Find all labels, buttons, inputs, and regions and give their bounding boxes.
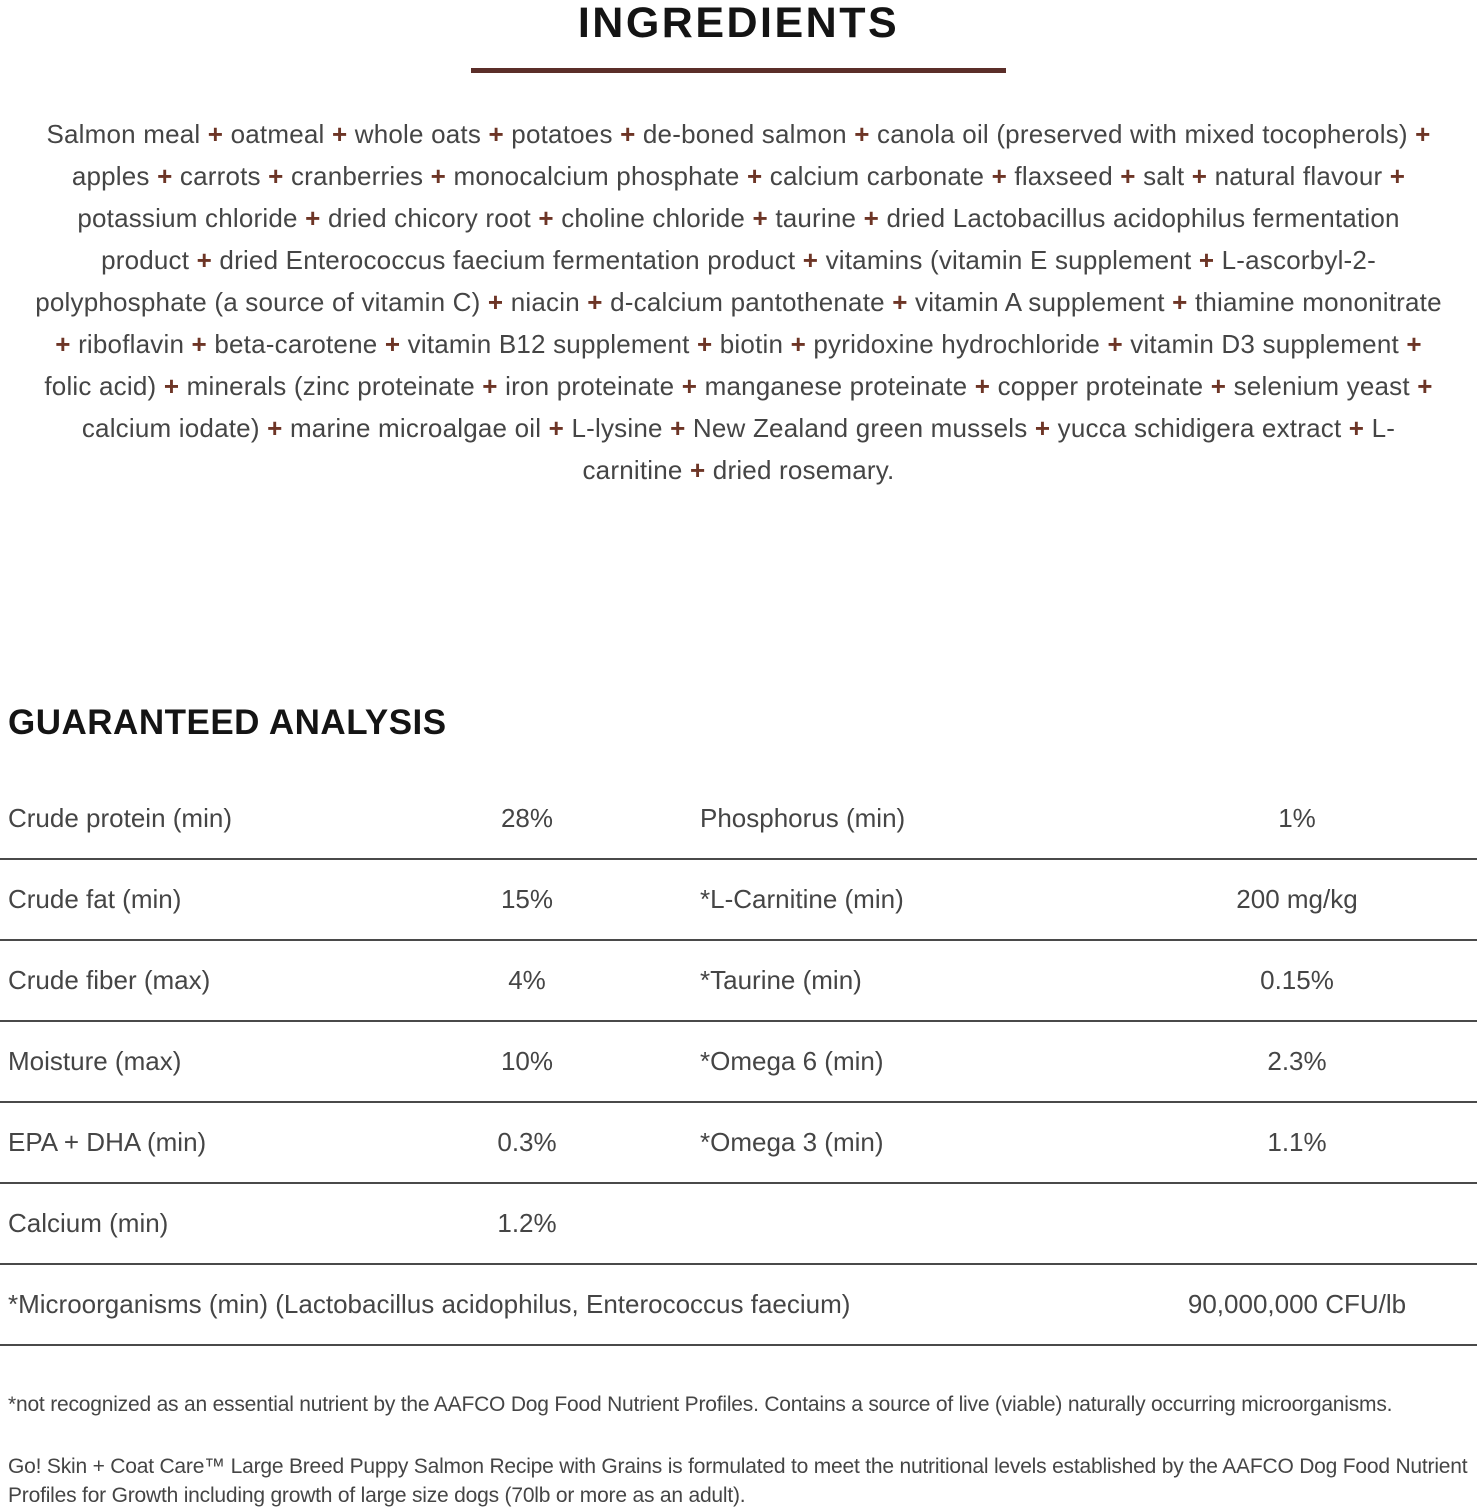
nutrient-value: 0.3% <box>497 1127 557 1157</box>
analysis-row <box>0 1184 1477 1265</box>
nutrient-value: 2.3% <box>1267 1046 1327 1076</box>
title-divider-rule <box>471 68 1006 73</box>
analysis-row <box>0 779 1477 860</box>
nutrient-label: Moisture (max) <box>8 1046 182 1076</box>
plus-separator: + <box>55 329 71 359</box>
nutrient-value: 10% <box>500 1046 554 1076</box>
nutrient-value: 1.2% <box>497 1208 557 1238</box>
plus-separator: + <box>1415 119 1431 149</box>
plus-separator: + <box>331 119 348 149</box>
plus-separator: + <box>1417 371 1433 401</box>
nutrient-value: 200 mg/kg <box>1236 884 1358 914</box>
plus-separator: + <box>430 161 447 191</box>
nutrient-label: *Taurine (min) <box>700 965 862 995</box>
analysis-row <box>0 1103 1477 1184</box>
plus-separator: + <box>696 329 713 359</box>
plus-separator: + <box>1210 371 1227 401</box>
plus-separator: + <box>974 371 991 401</box>
plus-separator: + <box>1406 329 1422 359</box>
nutrient-label: *Omega 3 (min) <box>700 1127 884 1157</box>
nutrient-label: Crude protein (min) <box>8 803 232 833</box>
plus-separator: + <box>790 329 806 359</box>
nutrient-label: Crude fiber (max) <box>8 965 211 995</box>
plus-separator: + <box>854 119 870 149</box>
analysis-row <box>0 1022 1477 1103</box>
plus-separator: + <box>268 161 284 191</box>
nutrient-label: EPA + DHA (min) <box>8 1127 207 1157</box>
plus-separator: + <box>488 119 504 149</box>
footnote-formulation: Go! Skin + Coat Care™ Large Breed Puppy Salmon Recipe with Grains is formulated to meet the nutritional levels established by the AAFCO Dog Food Nutrient Profiles for Growth including growth of large size dogs (70lb or more as an adult). <box>8 1455 1468 1507</box>
nutrient-label: Calcium (min) <box>8 1208 169 1238</box>
plus-separator: + <box>196 245 212 275</box>
nutrient-value: 1% <box>1278 803 1316 833</box>
plus-separator: + <box>670 413 686 443</box>
footnote-aafco-nutrient: *not recognized as an essential nutrient by the AAFCO Dog Food Nutrient Profiles. Contains a source of live (viable) naturally occurring microorganisms. <box>8 1393 1393 1416</box>
plus-separator: + <box>1348 413 1365 443</box>
guaranteed-analysis-table <box>0 779 1477 1346</box>
plus-separator: + <box>892 287 908 317</box>
nutrient-label: *L-Carnitine (min) <box>700 884 904 914</box>
guaranteed-analysis-section <box>0 703 1477 1510</box>
plus-separator: + <box>587 287 603 317</box>
plus-separator: + <box>752 203 768 233</box>
plus-separator: + <box>157 161 173 191</box>
plus-separator: + <box>487 287 504 317</box>
nutrient-value: 90,000,000 CFU/lb <box>1187 1289 1407 1319</box>
plus-separator: + <box>538 203 554 233</box>
nutrient-value: 15% <box>500 884 554 914</box>
plus-separator: + <box>1389 161 1406 191</box>
plus-separator: + <box>482 371 498 401</box>
plus-separator: + <box>863 203 880 233</box>
guaranteed-analysis-title: GUARANTEED ANALYSIS <box>8 703 447 742</box>
ingredients-title: INGREDIENTS <box>577 0 900 47</box>
plus-separator: + <box>991 161 1007 191</box>
analysis-row-microorganisms <box>0 1265 1477 1346</box>
plus-separator: + <box>1172 287 1188 317</box>
nutrient-label: Phosphorus (min) <box>700 803 906 833</box>
plus-separator: + <box>1034 413 1051 443</box>
nutrient-value: 1.1% <box>1267 1127 1327 1157</box>
plus-separator: + <box>163 371 180 401</box>
plus-separator: + <box>548 413 565 443</box>
nutrient-label: *Microorganisms (min) (Lactobacillus acidophilus, Enterococcus faecium) <box>8 1289 851 1319</box>
analysis-row <box>0 941 1477 1022</box>
plus-separator: + <box>620 119 636 149</box>
plus-separator: + <box>305 203 321 233</box>
nutrient-label: Crude fat (min) <box>8 884 182 914</box>
nutrient-label: *Omega 6 (min) <box>700 1046 884 1076</box>
plus-separator: + <box>802 245 819 275</box>
plus-separator: + <box>1120 161 1136 191</box>
nutrient-value: 28% <box>500 803 554 833</box>
plus-separator: + <box>1191 161 1208 191</box>
plus-separator: + <box>267 413 283 443</box>
nutrient-value: 0.15% <box>1260 965 1334 995</box>
plus-separator: + <box>1107 329 1123 359</box>
plus-separator: + <box>746 161 763 191</box>
plus-separator: + <box>384 329 401 359</box>
plus-separator: + <box>689 455 706 485</box>
plus-separator: + <box>1198 245 1215 275</box>
plus-separator: + <box>191 329 207 359</box>
plus-separator: + <box>207 119 224 149</box>
plus-separator: + <box>681 371 698 401</box>
analysis-row <box>0 860 1477 941</box>
nutrient-value: 4% <box>508 965 546 995</box>
ingredients-paragraph: Salmon meal + oatmeal + whole oats + potatoes + de-boned salmon + canola oil (preserved with mixed tocopherols) + apples + carrots + cranberries + monocalcium phosphate + calcium carbonate + flaxseed + salt + natural flavour + potassium chloride + dried chicory root + choline chloride + taurine + dried Lactobacillus acidophilus fermentation product + dried Enterococcus faecium fermentation product + vitamins (vitamin E supplement + L-ascorbyl-2-polyphosphate (a source of vitamin C) + niacin + d-calcium pantothenate + vitamin A supplement + thiamine mononitrate + riboflavin + beta-carotene + vitamin B12 supplement + biotin + pyridoxine hydrochloride + vitamin D3 supplement + folic acid) + minerals (zinc proteinate + iron proteinate + manganese proteinate + copper proteinate + selenium yeast + calcium iodate) + marine microalgae oil + L-lysine + New Zealand green mussels + yucca schidigera extract + L-carnitine + dried rosemary. <box>35 119 1442 485</box>
